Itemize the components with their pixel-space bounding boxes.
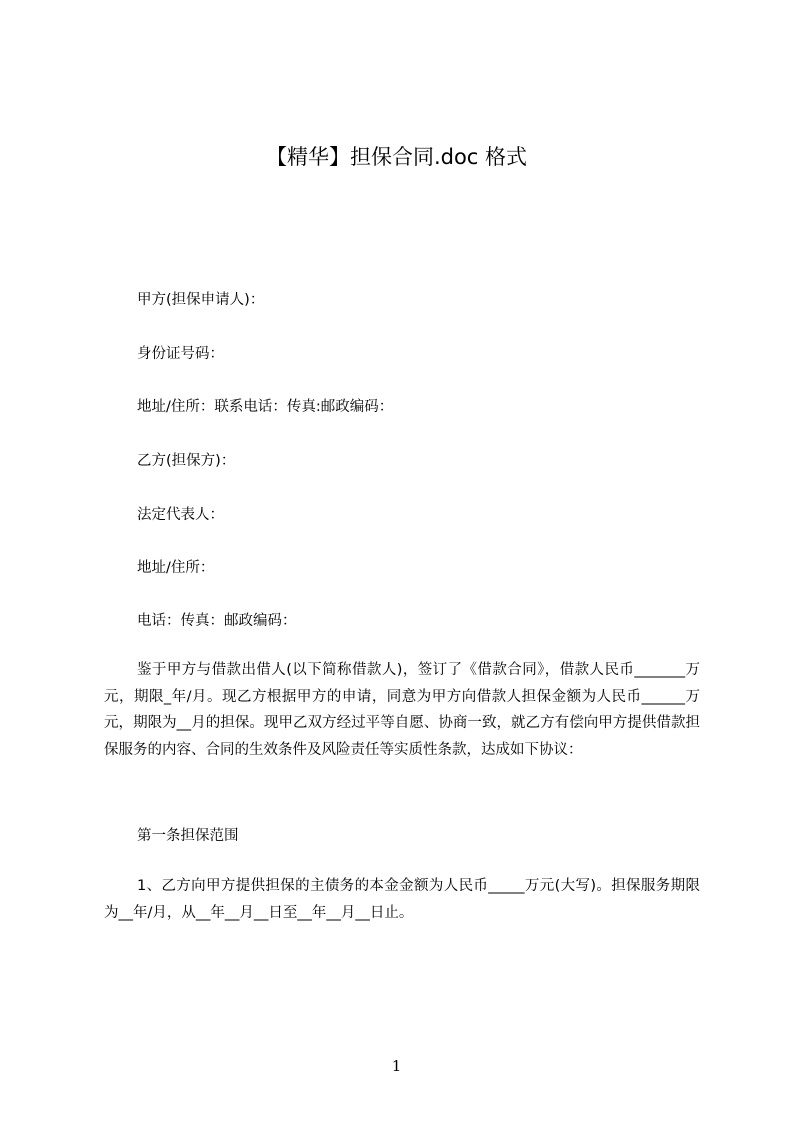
- party-b-address-field: 地址/住所：: [137, 560, 215, 576]
- party-a-address-field: 地址/住所：联系电话：传真:邮政编码：: [137, 399, 394, 415]
- document-title: 【精华】担保合同.doc 格式: [265, 145, 528, 169]
- section-1-heading: 第一条担保范围: [137, 828, 239, 844]
- clause-1-paragraph: 1、乙方向甲方提供担保的主债务的本金金额为人民币_____万元(大写)。担保服务期限为__年/月，从__年__月__日至__年__月__日止。: [104, 878, 700, 921]
- party-a-field: 甲方(担保申请人)：: [137, 292, 265, 308]
- party-b-field: 乙方(担保方)：: [137, 453, 236, 469]
- party-b-contact-field: 电话：传真：邮政编码：: [137, 613, 297, 629]
- page-number: 1: [391, 1057, 402, 1075]
- preamble-paragraph: 鉴于甲方与借款出借人(以下简称借款人)，签订了《借款合同》，借款人民币_______万元，期限_年/月。现乙方根据甲方的申请，同意为甲方向借款人担保金额为人民币______万元，期限为__月的担保。现甲乙双方经过平等自愿、协商一致，就乙方有偿向甲方提供借款担保服务的内容、合同的生效条件及风险责任等实质性条款，达成如下协议：: [104, 662, 700, 758]
- legal-representative-field: 法定代表人：: [137, 507, 224, 523]
- id-number-field: 身份证号码：: [137, 346, 224, 362]
